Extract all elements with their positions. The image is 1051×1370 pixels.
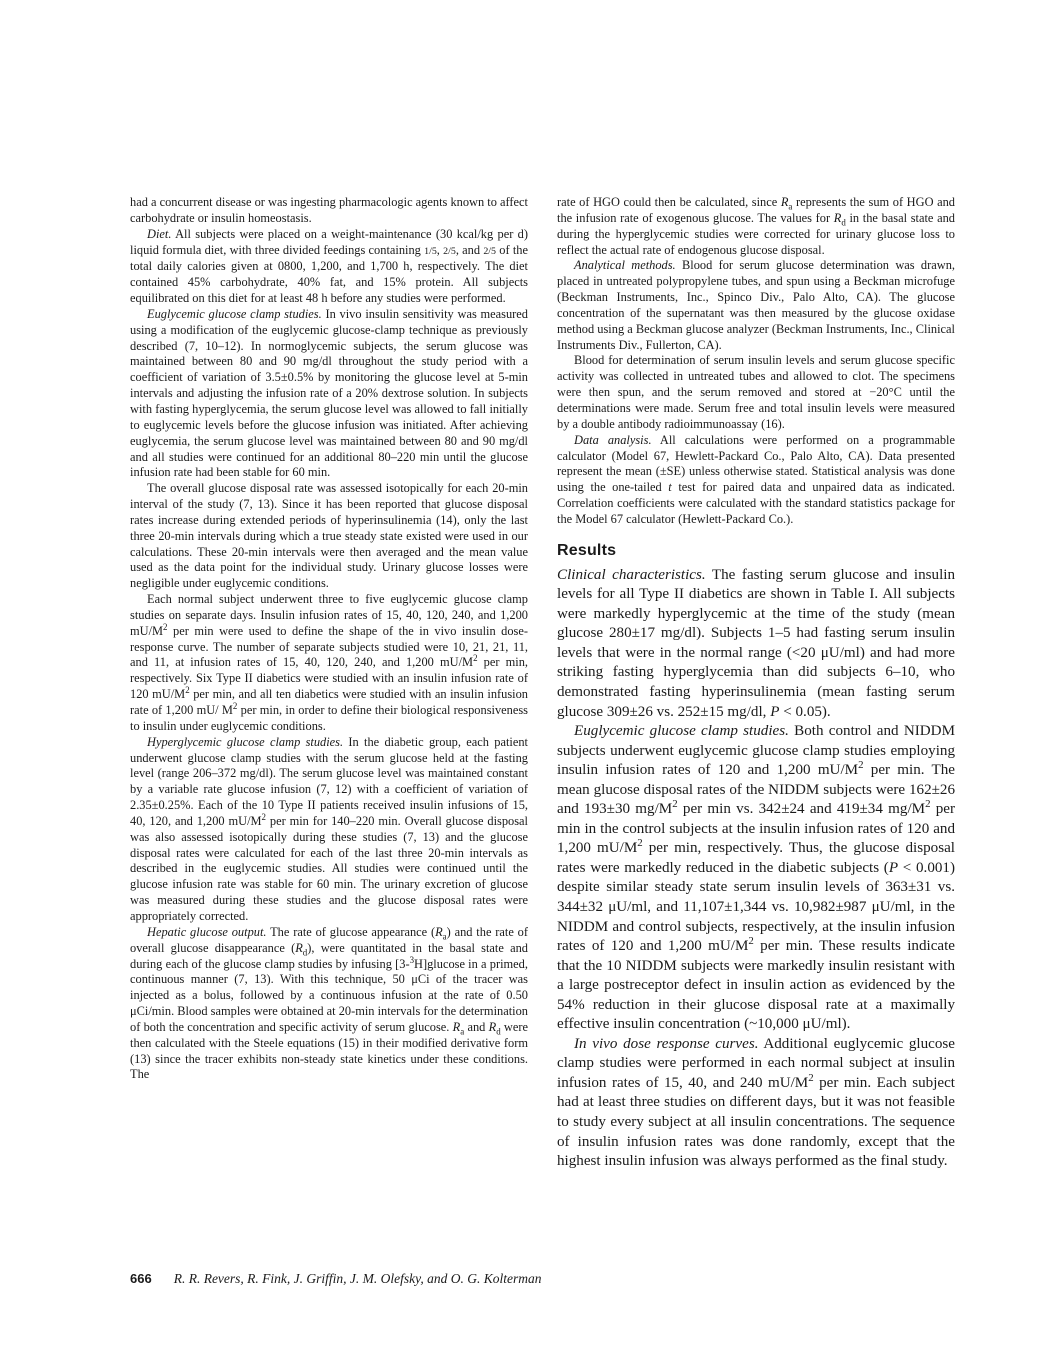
- clinical-label: Clinical characteristics.: [557, 566, 706, 583]
- dose-response-label: In vivo dose response curves.: [574, 1035, 759, 1052]
- cont-text-a: rate of HGO could then be calculated, since: [557, 195, 781, 209]
- hepatic-text-f: were then calculated with the Steele equations (15) in their modified derivative form (13) since the tracer exhibits non-steady state kinetics under these conditions. The: [130, 1019, 528, 1082]
- results-heading: Results: [557, 541, 617, 559]
- hepatic-text-b: ) and the rate of overall glucose disappearance (: [130, 924, 528, 955]
- symbol-p: P: [888, 859, 899, 876]
- superscript: 2: [858, 759, 864, 772]
- results-section: [557, 566, 955, 1172]
- paragraph-dose-response: [557, 1035, 955, 1172]
- symbol-r: R: [833, 210, 842, 225]
- data-analysis-label: Data analysis.: [574, 432, 652, 447]
- eu-text-c: per min vs. 342±24 and 419±34 mg/M: [677, 801, 926, 818]
- paragraph-blood: Blood for determination of serum insulin levels and serum glucose specific activity was collected in untreated tubes and allowed to clot. The specimens were then spun, and the serum removed and stored at −20°C until the determinations were made. Serum free and total insulin levels were measured by a double antibody radioimmunoassay (16).: [557, 353, 955, 431]
- superscript: 2: [748, 935, 754, 948]
- dose-text-b: per min. Each subject had at least three studies on different days, but it was not feasible to study every subject at all insulin concentrations. The sequence of insulin infusion rates was done randomly, except that the highest insulin infusion was always performed as the final study.: [557, 1074, 955, 1170]
- dose-text-a: Additional euglycemic glucose clamp studies were performed in each normal subject at insulin infusion rates of 15, 40, and 240 mU/M: [557, 1035, 955, 1091]
- symbol-p: P: [770, 703, 780, 720]
- analytical-text: Blood for serum glucose determination was drawn, placed in untreated polypropylene tubes, and spun using a Beckman microfuge (Beckman Instruments, Inc., Spinco Div., Palo Alto, CA). The glucose concentration of the supernatant was then measured by the glucose oxidase method using a Beckman glucose analyzer (Beckman Instruments, Inc., Clinical Instruments Div., Fullerton, CA).: [557, 258, 955, 352]
- paragraph-analytical: [557, 258, 955, 353]
- data-analysis-text-a: All calculations were performed on a programmable calculator (Model 67, Hewlett-Packard Co., Palo Alto, CA). Data presented represent the mean (±SE) unless otherwise stated. Statistical analysis was done using the one-tailed: [557, 432, 956, 495]
- superscript: 2: [185, 685, 190, 696]
- subscript: d: [841, 217, 846, 228]
- cont-text-b: represents the sum of HGO and the infusion rate of exogenous glucose. The values for: [557, 195, 956, 225]
- subscript: d: [496, 1026, 501, 1037]
- paragraph-euglycemic-results: [557, 722, 955, 1035]
- euglycemic-text: In vivo insulin sensitivity was measured using a modification of the euglycemic glucose-clamp technique as previously described (7, 10–12). In normoglycemic subjects, the serum glucose was maintained between 80 and 90 mg/dl throughout the study period with a coefficient of variation of 3.5±0.5% by monitoring the glucose level at 5-min intervals and adjusting the infusion rate of a 20% dextrose solution. In subjects with fasting hyperglycemia, the serum glucose level was allowed to fall initially to euglycemic levels before the glucose infusion was initiated. After achieving euglycemia, the serum glucose level was maintained between 80 and 90 mg/dl and all studies were continued for an additional 80–220 min until the glucose infusion rate had been stable for 60 min.: [130, 306, 528, 480]
- subscript: a: [442, 931, 447, 942]
- paragraph-diet: [130, 227, 528, 307]
- hyperglycemic-text-2: per min for 140–220 min. Overall glucose disposal was also assessed isotopically during these studies (7, 13) and the glucose disposal rates were calculated for each of the last three 20-min intervals as described in the euglycemic studies. All studies were continued until the glucose infusion rate was stable for 60 min. The urinary excretion of glucose was measured during these studies and the glucose disposal rates were appropriately corrected.: [130, 813, 528, 923]
- eu-text-b: per min. The mean glucose disposal rates of the NIDDM subjects were 162±26 and 193±30 mg/M: [557, 762, 955, 818]
- superscript: 2: [473, 653, 478, 664]
- euglycemic-label: Euglycemic glucose clamp studies.: [147, 306, 322, 321]
- hyperglycemic-label: Hyperglycemic glucose clamp studies.: [147, 734, 344, 749]
- symbol-r: R: [780, 195, 789, 209]
- superscript: 2: [261, 811, 266, 822]
- each-text-c: per min, respectively. Six Type II diabetics were studied with an insulin infusion rate of 120 mU/M: [130, 655, 528, 702]
- each-text-d: per min, and all ten diabetics were studied with an insulin infusion rate of 1,200 mU/ M: [130, 687, 528, 717]
- each-text-e: per min, in order to define their biological responsiveness to insulin under euglycemic conditions.: [130, 703, 528, 733]
- fraction-3: 2/5: [483, 245, 497, 257]
- symbol-r: R: [435, 924, 443, 939]
- each-text-a: Each normal subject underwent three to five euglycemic glucose clamp studies on separate days. Insulin infusion rates of 15, 40, 120, 240, and 1,200 mU/M: [130, 592, 528, 638]
- symbol-t: t: [668, 480, 672, 495]
- symbol-r: R: [452, 1019, 461, 1034]
- paragraph-clinical: [557, 566, 955, 722]
- superscript: 3: [409, 954, 415, 965]
- left-column: [130, 195, 528, 1083]
- eu-text-g: per min. These results indicate that the 10 NIDDM subjects were markedly insulin resistant with a large postreceptor defect in insulin action as evidenced by the 54% reduction in their glucose disposal rate at a maximally effective insulin concentration (~10,000 μU/ml).: [557, 938, 955, 1033]
- eu-text-e: per min, respectively. Thus, the glucose disposal rates were markedly reduced in the diabetic subjects (: [557, 840, 955, 876]
- page-footer: [130, 1271, 950, 1287]
- each-text-b: per min were used to define the shape of the in vivo insulin dose-response curve. The number of separate subjects studied were 10, 21, 21, 11, and 11, at infusion rates of 15, 40, 120, 240, and 1,200 mU/M: [130, 623, 528, 670]
- fraction-1: 1/5: [424, 245, 437, 257]
- symbol-r: R: [488, 1019, 497, 1034]
- hyperglycemic-text: In the diabetic group, each patient underwent glucose clamp studies with the serum glucose held at the fasting level (range 206–372 mg/dl). The serum glucose level was maintained constant by a variable rate glucose infusion (7, 12) with a coefficient of variation of 2.35±0.25%. Each of the 10 Type II patients received insulin infusions of 15, 40, 120, and 1,200 mU/M: [130, 734, 528, 828]
- hepatic-label: Hepatic glucose output.: [147, 924, 267, 939]
- subscript: a: [460, 1026, 465, 1037]
- subscript: a: [788, 201, 793, 212]
- hepatic-text-c: ), were quantitated in the basal state and during each of the glucose clamp studies by infusing [3-: [130, 940, 528, 971]
- eu-text-d: per min in the control subjects at the insulin infusion rates of 120 and 1,200 mU/M: [557, 801, 956, 857]
- clinical-text-a: The fasting serum glucose and insulin levels for all Type II diabetics are shown in Table I. All subjects were markedly hyperglycemic at the time of the study (mean glucose 280±17 mg/dl). Subjects 1–5 had fasting serum insulin levels that were in the normal range (<20 μU/ml) and had more striking fasting hyperglycemia than did subjects 6–10, who demonstrated fasting hyperinsulinemia (mean fasting serum glucose 309±26 vs. 252±15 mg/dl,: [557, 566, 956, 720]
- superscript: 2: [808, 1071, 814, 1084]
- hepatic-text-e: and: [464, 1019, 489, 1034]
- superscript: 2: [232, 700, 238, 711]
- paragraph-overall-disposal: The overall glucose disposal rate was assessed isotopically for each 20-min interval of the study (7, 13). Since it has been reported that glucose disposal rates increase during extended periods of hyperinsulinemia (14), only the last three 20-min intervals during which a true steady state existed were used in our calculations. These 20-min intervals were then averaged and the mean value used as the data point for the individual study. Urinary glucose losses were negligible under euglycemic conditions.: [130, 481, 528, 591]
- clinical-text-b: < 0.05).: [779, 703, 831, 720]
- hepatic-text-d: H]glucose in a primed, continuous manner (7, 13). With this technique, 50 μCi of the tracer was injected as a bolus, followed by a continuous infusion at the rate of 0.50 μCi/min. Blood samples were obtained at 20-min intervals for the determination of both the concentration and specific activity of serum glucose.: [130, 956, 528, 1034]
- right-column: [557, 195, 955, 1172]
- superscript: 2: [637, 837, 643, 850]
- superscript: 2: [163, 621, 168, 632]
- diet-text-b: ,: [436, 242, 444, 257]
- paragraph-hyperglycemic: [130, 735, 528, 925]
- eu-text-f: < 0.001) despite similar steady state serum insulin levels of 363±31 vs. 344±32 μU/ml, and 11,107±1,344 vs. 10,982±987 μU/ml, in the NIDDM and control subjects, respectively, at the insulin infusion rates of 120 and 1,200 mU/M: [557, 859, 955, 955]
- fraction-2: 2/5: [443, 245, 456, 257]
- superscript: 2: [925, 798, 931, 811]
- paragraph-hepatic: [130, 925, 528, 1083]
- subscript: d: [302, 947, 308, 958]
- euglycemic-results-label: Euglycemic glucose clamp studies.: [574, 723, 789, 740]
- superscript: 2: [672, 798, 678, 811]
- eu-text-a: Both control and NIDDM subjects underwent euglycemic glucose clamp studies employing insulin infusion rates of 120 and 1,200 mU/M: [557, 723, 955, 779]
- paragraph-intro-continuation: had a concurrent disease or was ingesting pharmacologic agents known to affect carbohydrate or insulin homeostasis.: [130, 195, 528, 225]
- analytical-label: Analytical methods.: [574, 258, 676, 273]
- methods-continued: [557, 195, 955, 528]
- paragraph-normal-subjects: [130, 592, 528, 735]
- data-analysis-text-b: test for paired data and unpaired data as indicated. Correlation coefficients were calculated with the standard statistics package for the Model 67 calculator (Hewlett-Packard Co.).: [557, 480, 955, 526]
- cont-text-c: in the basal state and during the hyperglycemic studies were corrected for urinary glucose loss to reflect the actual rate of endogenous glucose disposal.: [557, 210, 955, 257]
- running-authors: R. R. Revers, R. Fink, J. Griffin, J. M. Olefsky, and O. G. Kolterman: [173, 1271, 542, 1286]
- paragraph-hgo-continuation: [557, 195, 955, 258]
- symbol-r: R: [295, 940, 303, 955]
- page-number: 666: [130, 1271, 152, 1286]
- diet-text-d: of the total daily calories given at 0800, 1,200, and 1,700 h, respectively. The diet contained 45% carbohydrate, 40% fat, and 15% protein. All subjects equilibrated on this diet for at least 48 h before any studies were performed.: [130, 242, 528, 306]
- diet-label: Diet.: [147, 226, 172, 241]
- hepatic-text-a: The rate of glucose appearance (: [266, 924, 436, 939]
- diet-text-a: All subjects were placed on a weight-maintenance (30 kcal/kg per d) liquid formula diet, with three divided feedings containing: [130, 226, 528, 257]
- diet-text-c: , and: [455, 242, 484, 257]
- paragraph-euglycemic-methods: [130, 307, 528, 481]
- paragraph-data-analysis: [557, 433, 955, 528]
